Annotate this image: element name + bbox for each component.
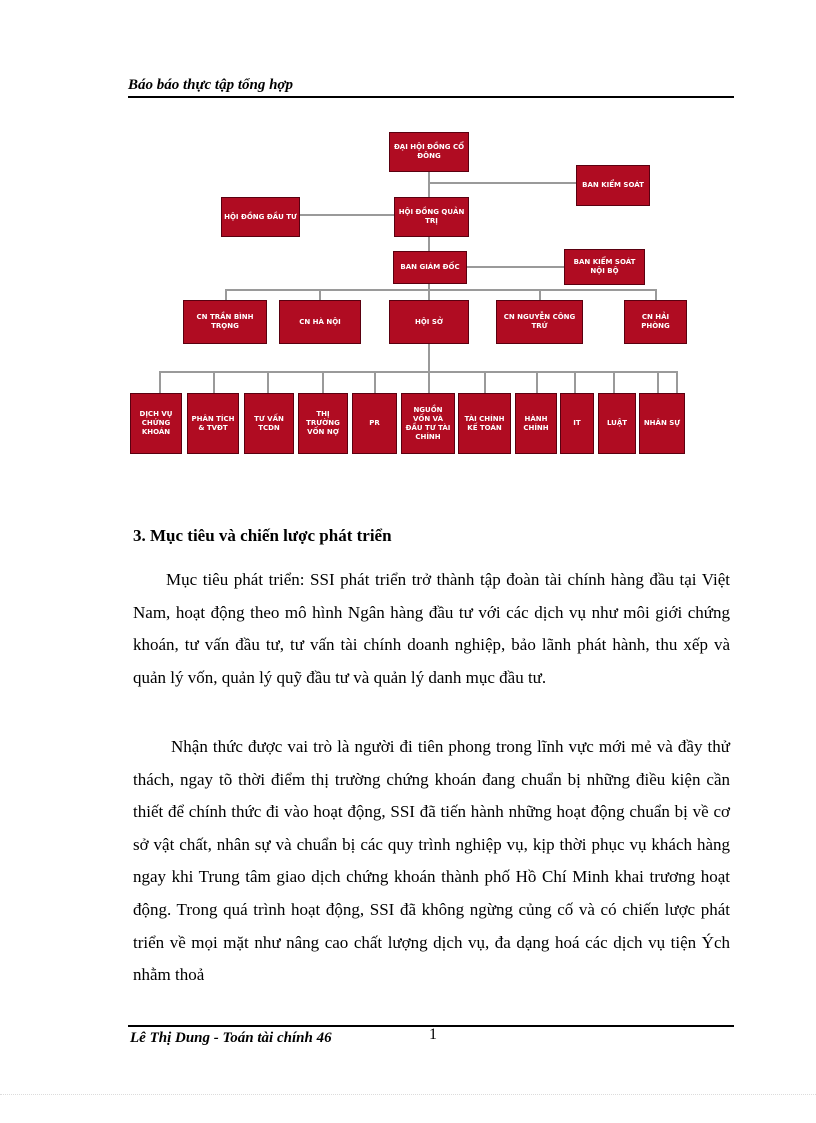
org-box-branch: CN TRẦN BÌNH TRỌNG [183,300,267,344]
org-box-board-of-directors: HỘI ĐỒNG QUẢN TRỊ [394,197,469,237]
org-box-department: NGUỒN VỐN VÀ ĐẦU TƯ TÀI CHÍNH [401,393,455,454]
org-box-department: THỊ TRƯỜNG VỐN NỢ [298,393,348,454]
page-header-title: Báo báo thực tập tổng hợp [128,77,293,93]
org-box-department: LUẬT [598,393,636,454]
org-chart [0,0,816,480]
paragraph-strategy: Nhận thức được vai trò là người đi tiên phong trong lĩnh vực mới mẻ và đầy thử thách, ngay tõ thời điểm thị trường chứng khoán đang chuẩn bị những điều kiện cần thiết để chính thức đi vào hoạt động, SSI đã tiến hành những hoạt động chuẩn bị về cơ sở vật chất, nhân sự và chuẩn bị các quy trình nghiệp vụ, kịp thời phục vụ khách hàng ngay khi Trung tâm giao dịch chứng khoán thành phố Hồ Chí Minh khai trương hoạt động. Trong quá trình hoạt động, SSI đã không ngừng củng cố và có chiến lược phát triển về mọi mặt như nâng cao chất lượng dịch vụ, đa dạng hoá các dịch vụ tiện Ých nhằm thoả [133,737,730,985]
org-box-branch: CN HẢI PHÒNG [624,300,687,344]
org-box-department: PHÂN TÍCH & TVĐT [187,393,239,454]
org-box-department: TƯ VẤN TCDN [244,393,294,454]
org-box-branch: CN NGUYỄN CÔNG TRỨ [496,300,583,344]
paragraph-goals: Mục tiêu phát triển: SSI phát triển trở thành tập đoàn tài chính hàng đầu tại Việt Nam, hoạt động theo mô hình Ngân hàng đầu tư với các dịch vụ như môi giới chứng khoán, tư vấn đầu tư, tư vấn tài chính doanh nghiệp, bảo lãnh phát hành, thu xếp và quản lý vốn, quản lý quỹ đầu tư và quản lý danh mục đầu tư. [133,570,730,687]
org-box-investment-council: HỘI ĐỒNG ĐẦU TƯ [221,197,300,237]
org-box-general-assembly: ĐẠI HỘI ĐỒNG CỔ ĐÔNG [389,132,469,172]
org-box-internal-control: BAN KIỂM SOÁT NỘI BỘ [564,249,645,285]
org-box-department: HÀNH CHÍNH [515,393,557,454]
org-box-department: DỊCH VỤ CHỨNG KHOÁN [130,393,182,454]
page-bottom-divider [0,1094,816,1095]
org-box-department: PR [352,393,397,454]
org-box-branch: HỘI SỞ [389,300,469,344]
org-box-branch: CN HÀ NỘI [279,300,361,344]
org-box-supervisory-board: BAN KIỂM SOÁT [576,165,650,206]
org-box-department: IT [560,393,594,454]
section-heading: 3. Mục tiêu và chiến lược phát triển [133,526,392,545]
org-box-department: TÀI CHÍNH KẾ TOÁN [458,393,511,454]
org-box-management: BAN GIÁM ĐỐC [393,251,467,284]
page-number: 1 [429,1026,437,1043]
footer-author: Lê Thị Dung - Toán tài chính 46 [130,1030,332,1046]
org-box-department: NHÂN SỰ [639,393,685,454]
